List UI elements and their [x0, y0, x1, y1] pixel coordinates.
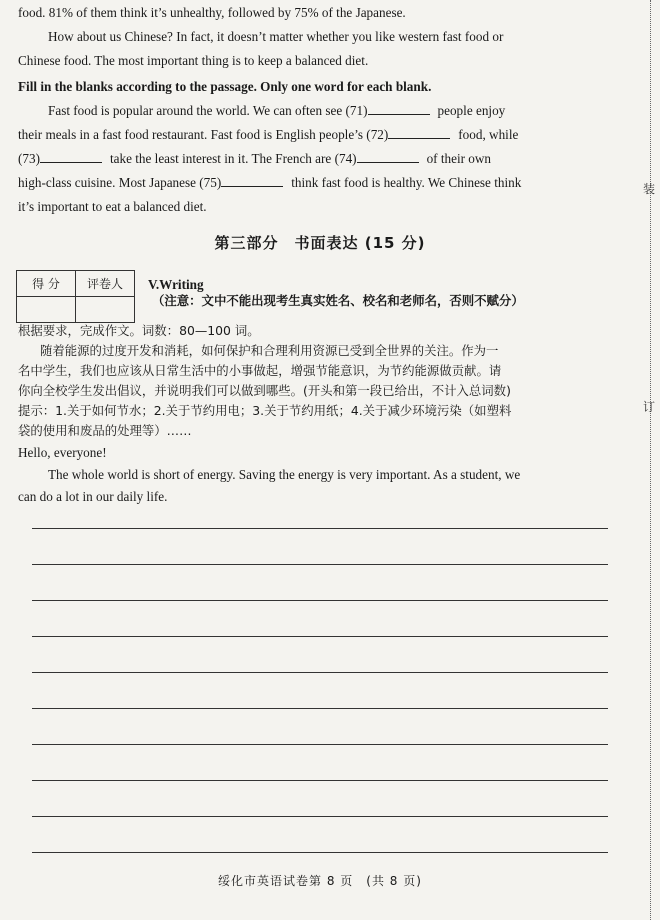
- cloze-line-1: [48, 102, 505, 120]
- writing-line[interactable]: [32, 600, 608, 601]
- cloze-line-2: [18, 126, 518, 144]
- cloze-instruction: Fill in the blanks according to the passage. Only one word for each blank.: [18, 79, 432, 94]
- writing-note: （注意：文中不能出现考生真实姓名、校名和老师名，否则不赋分）: [152, 293, 524, 308]
- writing-line[interactable]: [32, 708, 608, 709]
- writing-line[interactable]: [32, 564, 608, 565]
- cloze-text: Fast food is popular around the world. We can often see (71): [48, 103, 368, 118]
- cloze-text: think fast food is healthy. We Chinese think: [291, 175, 522, 190]
- writing-line[interactable]: [32, 636, 608, 637]
- prompt-line-2: 随着能源的过度开发和消耗，如何保护和合理利用资源已受到全世界的关注。作为一: [40, 343, 499, 358]
- writing-line[interactable]: [32, 744, 608, 745]
- cloze-text: their meals in a fast food restaurant. Fast food is English people’s (72): [18, 127, 389, 142]
- reading-line-3: Chinese food. The most important thing is to keep a balanced diet.: [18, 53, 369, 68]
- prompt-line-1: 根据要求，完成作文。词数：80—100 词。: [18, 323, 260, 338]
- cloze-text: of their own: [426, 151, 492, 166]
- cloze-text: people enjoy: [437, 103, 506, 118]
- writing-line[interactable]: [32, 672, 608, 673]
- cloze-line-4: [18, 174, 521, 192]
- cloze-text: food, while: [458, 127, 519, 142]
- score-label: 得 分: [17, 271, 76, 297]
- prompt-line-6: 袋的使用和废品的处理等）……: [18, 423, 192, 438]
- essay-greeting: Hello, everyone!: [18, 445, 107, 460]
- prompt-line-3: 名中学生，我们也应该从日常生活中的小事做起，增强节能意识，为节约能源做贡献。请: [18, 363, 502, 378]
- essay-line-2: can do a lot in our daily life.: [18, 489, 168, 504]
- score-table: [16, 270, 135, 323]
- grader-cell[interactable]: [76, 297, 135, 323]
- blank-74[interactable]: [357, 150, 419, 163]
- reading-line-1: food. 81% of them think it’s unhealthy, followed by 75% of the Japanese.: [18, 5, 406, 20]
- prompt-line-5: 提示：1.关于如何节水；2.关于节约用电；3.关于节约用纸；4.关于减少环境污染（如塑料: [18, 403, 512, 418]
- prompt-line-4: 你向全校学生发出倡议，并说明我们可以做到哪些。(开头和第一段已给出，不计入总词数): [18, 383, 511, 398]
- binding-dotted-line: [650, 0, 651, 920]
- cloze-text: take the least interest in it. The French are (74): [109, 151, 357, 166]
- reading-line-2: How about us Chinese? In fact, it doesn’t matter whether you like western fast food or: [48, 29, 504, 44]
- blank-72[interactable]: [388, 126, 450, 139]
- grader-label: 评卷人: [76, 271, 135, 297]
- writing-heading: V.Writing: [148, 277, 204, 292]
- cloze-line-5: it’s important to eat a balanced diet.: [18, 199, 207, 214]
- score-cell[interactable]: [17, 297, 76, 323]
- writing-line[interactable]: [32, 528, 608, 529]
- binding-mark-zhuang: 装: [643, 182, 656, 196]
- writing-line[interactable]: [32, 780, 608, 781]
- writing-line[interactable]: [32, 852, 608, 853]
- blank-73[interactable]: [40, 150, 102, 163]
- writing-line[interactable]: [32, 816, 608, 817]
- blank-71[interactable]: [368, 102, 430, 115]
- cloze-line-3: [18, 150, 491, 168]
- blank-75[interactable]: [221, 174, 283, 187]
- cloze-text: (73): [18, 151, 40, 166]
- section-title: 第三部分 书面表达 (15 分): [214, 234, 426, 252]
- binding-mark-ding: 订: [643, 400, 656, 414]
- essay-line-1: The whole world is short of energy. Saving the energy is very important. As a student, we: [48, 467, 521, 482]
- page-footer: 绥化市英语试卷第 8 页 (共 8 页): [218, 874, 422, 888]
- cloze-text: high-class cuisine. Most Japanese (75): [18, 175, 222, 190]
